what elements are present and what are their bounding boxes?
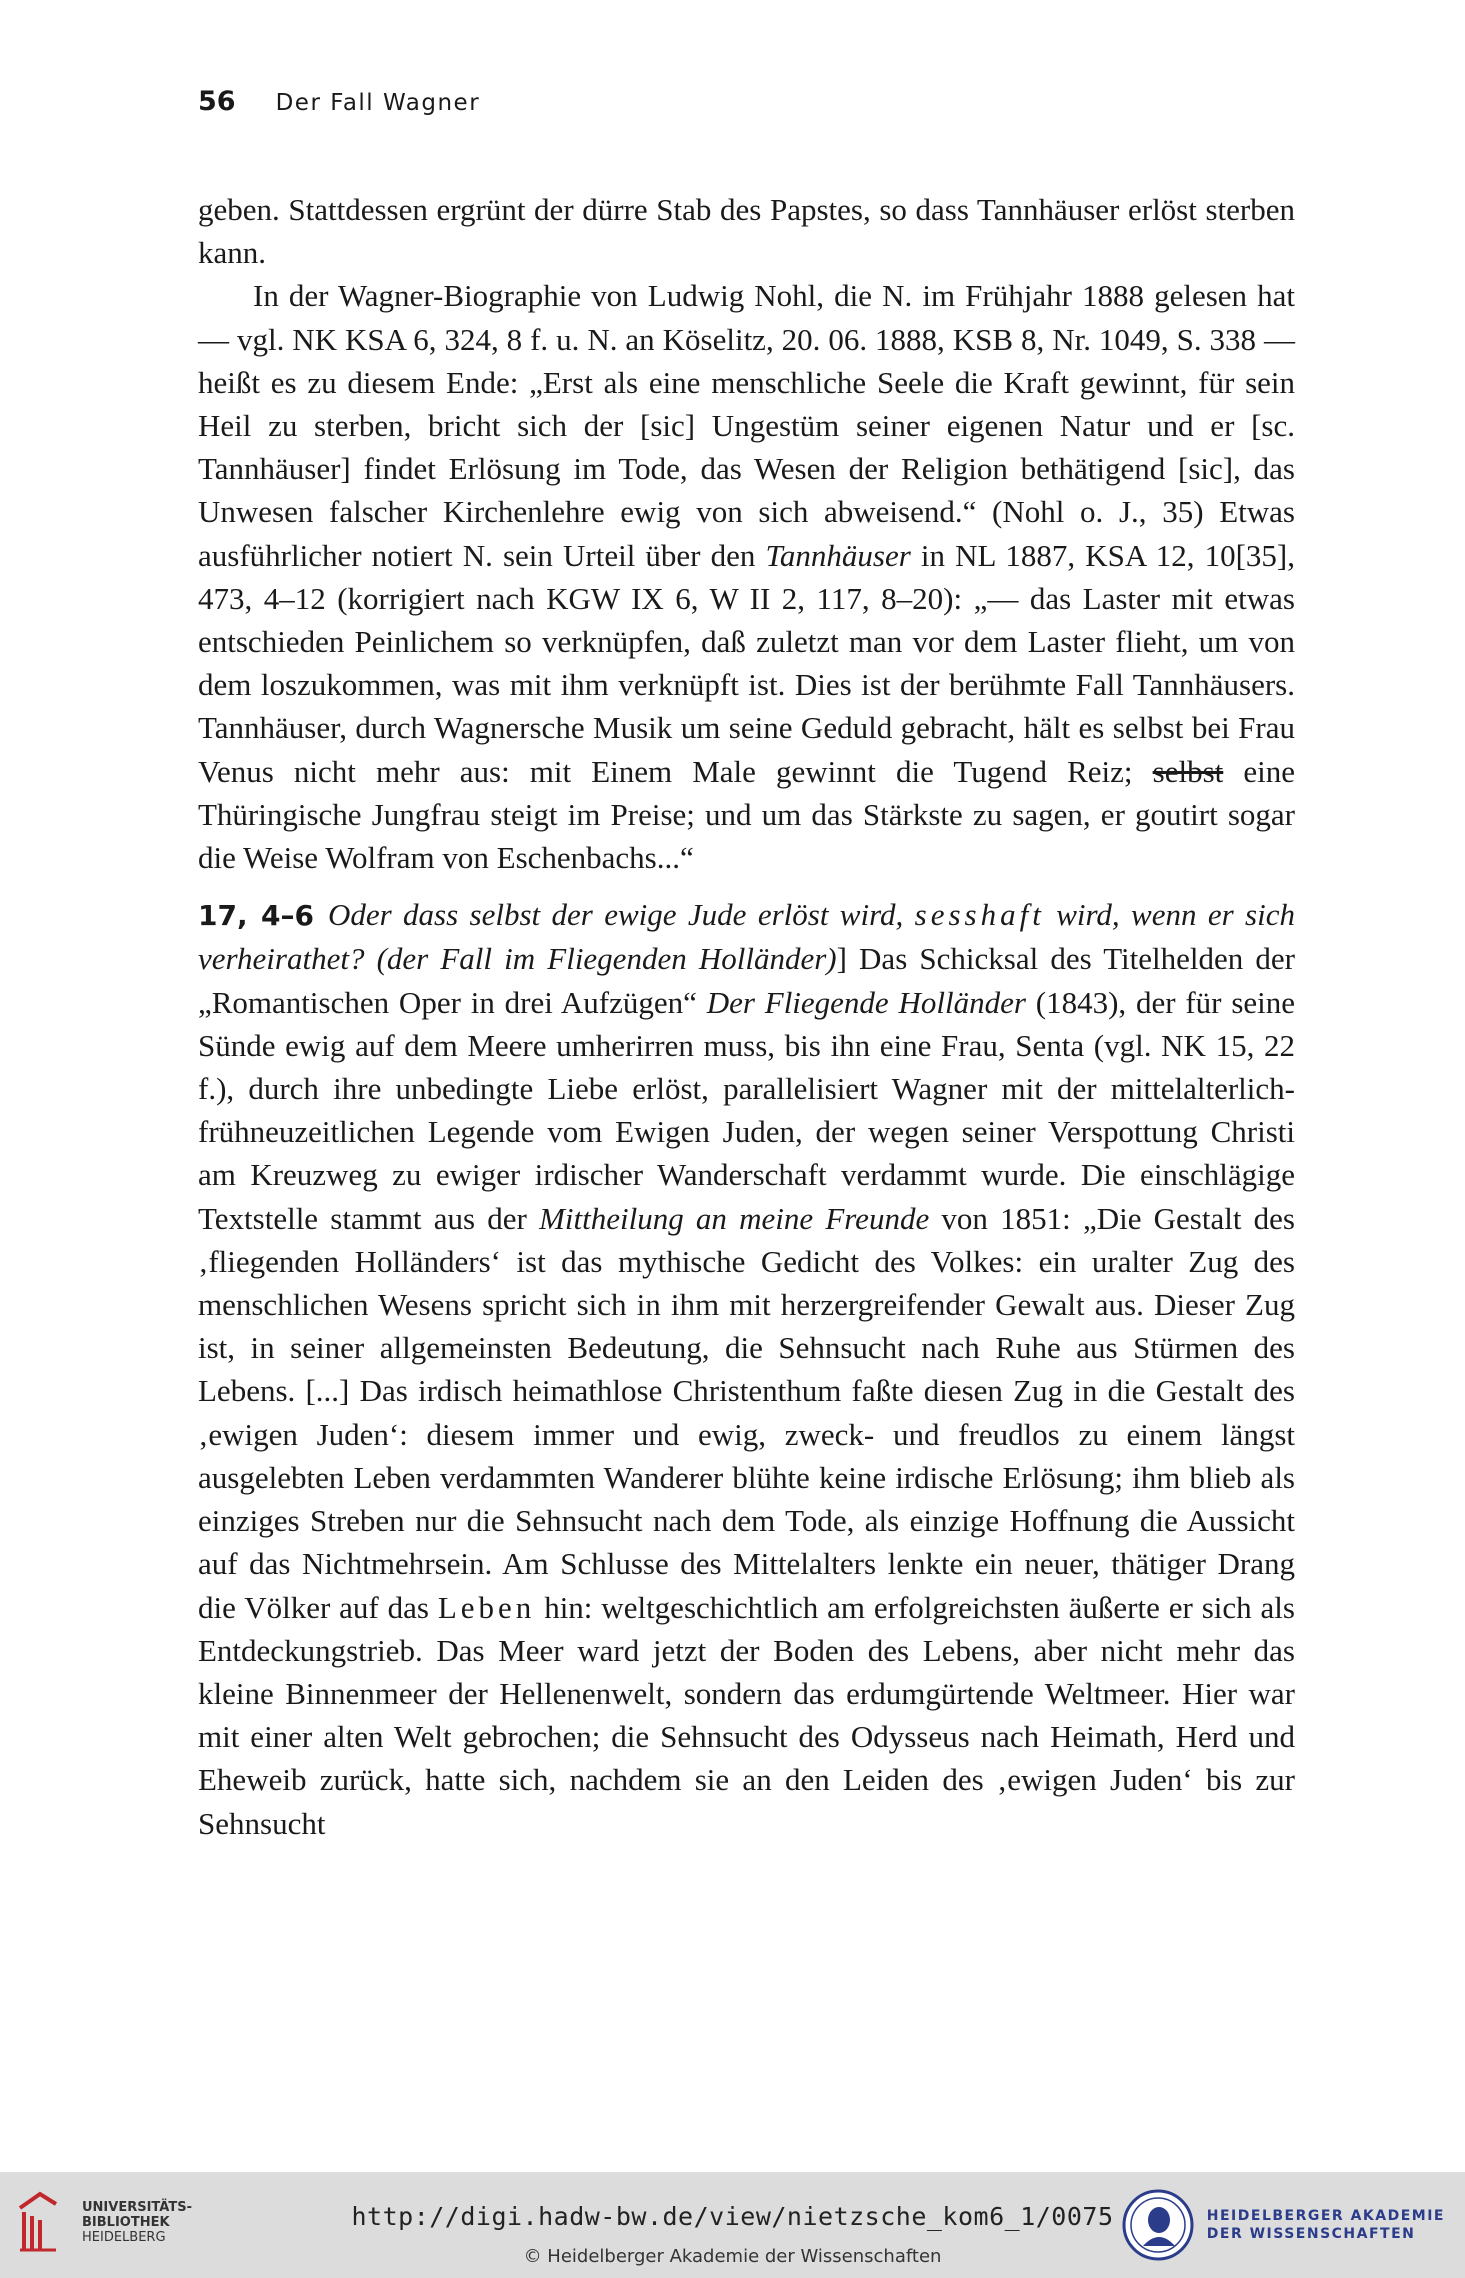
- digitization-footer: [0, 2172, 1465, 2278]
- paragraph-2: In der Wagner-Biographie von Ludwig Nohl, die N. im Frühjahr 1888 gelesen hat — vgl. NK KSA 6, 324, 8 f. u. N. an Köselitz, 20. 06. 1888, KSB 8, Nr. 1049, S. 338 — heißt es zu diesem Ende: „Erst als eine menschliche Seele die Kraft gewinnt, für sein Heil zu sterben, bricht sich der [sic] Ungestüm seiner eigenen Natur und er [sc. Tannhäuser] findet Erlösung im Tode, das Wesen der Religion bethätigend [sic], das Unwesen falscher Kirchenlehre ewig von sich abweisend.“ (Nohl o. J., 35) Etwas ausführlicher notiert N. sein Urteil über den Tannhäuser in NL 1887, KSA 12, 10[35], 473, 4–12 (korrigiert nach KGW IX 6, W II 2, 117, 8–20): „— das Laster mit etwas entschieden Peinlichem so verknüpfen, daß zuletzt man vor dem Laster flieht, um von dem loszukommen, was mit ihm verknüpft ist. Dies ist der berühmte Fall Tannhäusers. Tannhäuser, durch Wagnersche Musik um seine Geduld gebracht, hält es selbst bei Frau Venus nicht mehr aus: mit Einem Male gewinnt die Tugend Reiz; selbst eine Thüringische Jungfrau steigt im Preise; und um das Stärkste zu sagen, er goutirt sogar die Weise Wolfram von Eschenbachs...“: [198, 278, 1295, 876]
- struck-word: selbst: [1152, 753, 1224, 789]
- commentary-text: [198, 188, 1295, 1845]
- ub-logo-text: UNIVERSITÄTS- BIBLIOTHEK HEIDELBERG: [82, 2199, 192, 2245]
- running-title: Der Fall Wagner: [275, 90, 481, 116]
- italic-title: Der Fliegende Holländer: [706, 984, 1026, 1020]
- paragraph-1: geben. Stattdessen ergrünt der dürre Stab des Papstes, so dass Tannhäuser erlöst sterben kann.: [198, 192, 1295, 271]
- paragraph-3: 17, 4–6 Oder dass selbst der ewige Jude erlöst wird, sesshaft wird, wenn er sich verheirathet? (der Fall im Fliegenden Holländer)] Das Schicksal des Titelhelden der „Romantischen Oper in drei Aufzügen“ Der Fliegende Holländer (1843), der für seine Sünde ewig auf dem Meere umherirren muss, bis ihn eine Frau, Senta (vgl. NK 15, 22 f.), durch ihre unbedingte Liebe erlöst, parallelisiert Wagner mit der mittelalterlich-frühneuzeitlichen Legende vom Ewigen Juden, der wegen seiner Verspottung Christi am Kreuzweg zu ewiger irdischer Wanderschaft verdammt wurde. Die einschlägige Textstelle stammt aus der Mittheilung an meine Freunde von 1851: „Die Gestalt des ‚fliegenden Holländers‘ ist das mythische Gedicht des Volkes: ein uralter Zug des menschlichen Wesens spricht sich in ihm mit herzergreifender Gewalt aus. Dieser Zug ist, in seiner allgemeinsten Bedeutung, die Sehnsucht nach Ruhe aus Stürmen des Lebens. [...] Das irdisch heimathlose Christenthum faßte diesen Zug in die Gestalt des ‚ewigen Juden‘: diesem immer und ewig, zweck- und freudlos zu einem längst ausgelebten Leben verdammten Wanderer blühte keine irdische Erlösung; ihm blieb als einziges Streben nur die Sehnsucht nach dem Tode, als einzige Hoffnung die Aussicht auf das Nichtmehrsein. Am Schlusse des Mittelalters lenkte ein neuer, thätiger Drang die Völker auf das Leben hin: weltgeschichtlich am erfolgreichsten äußerte er sich als Entdeckungstrieb. Das Meer ward jetzt der Boden des Lebens, aber nicht mehr das kleine Binnenmeer der Hellenenwelt, sondern das erdumgürtende Weltmeer. Hier war mit einer alten Welt gebrochen; die Sehnsucht des Odysseus nach Heimath, Herd und Eheweib zurück, hatte sich, nachdem sie an den Leiden des ‚ewigen Juden‘ bis zur Sehnsucht: [198, 897, 1296, 1841]
- hadw-logo-text: HEIDELBERGER AKADEMIE DER WISSENSCHAFTEN: [1206, 2208, 1445, 2242]
- lemma-text: Oder dass selbst der ewige Jude erlöst wird, sesshaft wird, wenn er sich verheirathet? (der Fall im Fliegenden Holländer): [198, 897, 1295, 977]
- copyright-notice: © Heidelberger Akademie der Wissenschaften: [523, 2246, 942, 2267]
- hadw-logo[interactable]: [1121, 2188, 1445, 2262]
- italic-title: Mittheilung an meine Freunde: [539, 1200, 930, 1236]
- page-number: 56: [198, 86, 236, 117]
- running-header: [198, 86, 480, 117]
- lemma-reference: 17, 4–6: [198, 899, 314, 933]
- source-url-link[interactable]: http://digi.hadw-bw.de/view/nietzsche_kom6_1/0075: [351, 2202, 1114, 2231]
- academy-seal-icon: [1121, 2188, 1195, 2262]
- italic-title: Tannhäuser: [765, 537, 911, 573]
- spaced-word: Leben: [437, 1589, 536, 1625]
